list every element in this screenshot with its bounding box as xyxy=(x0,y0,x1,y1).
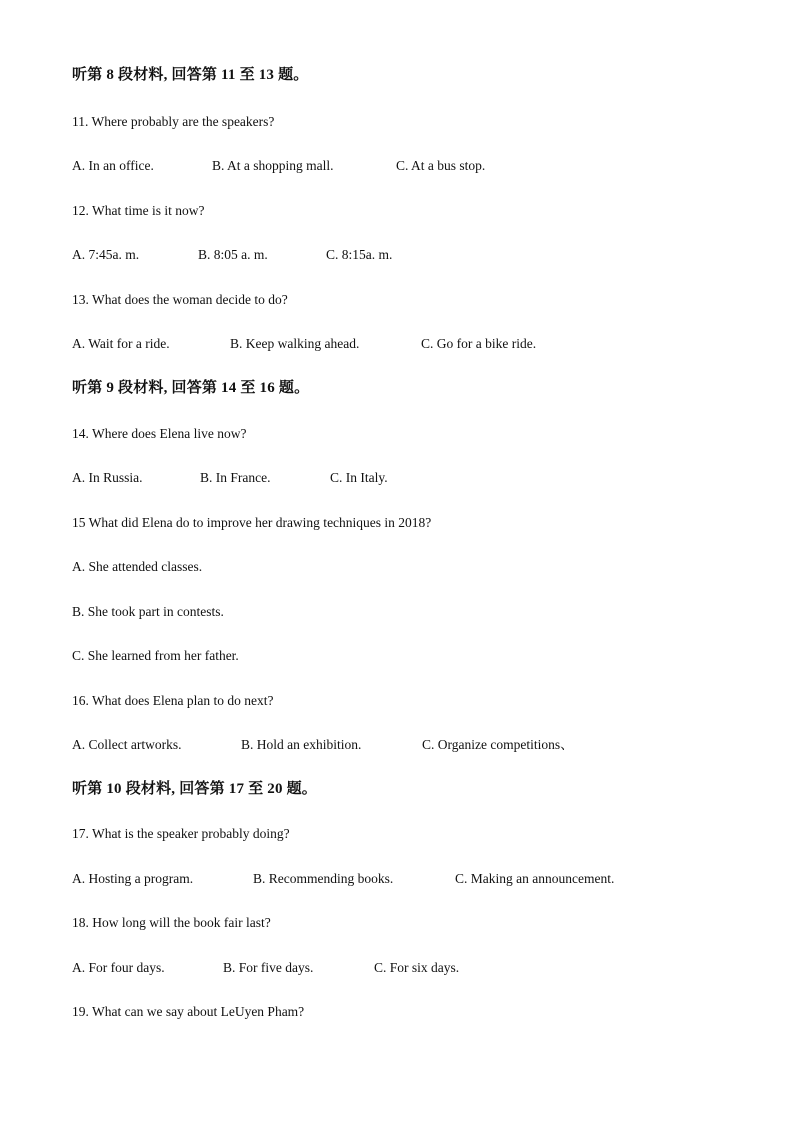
q14-option-c: C. In Italy. xyxy=(330,470,388,485)
q12-option-a: A. 7:45a. m. xyxy=(72,247,140,262)
q17-option-c: C. Making an announcement. xyxy=(455,871,615,886)
q11-option-a: A. In an office. xyxy=(72,158,154,173)
q18-option-c: C. For six days. xyxy=(374,960,460,975)
q11-option-c: C. At a bus stop. xyxy=(396,158,486,173)
q14-option-b: B. In France. xyxy=(200,470,271,485)
question-16-stem: 16. What does Elena plan to do next? xyxy=(72,693,274,708)
question-19-stem: 19. What can we say about LeUyen Pham? xyxy=(72,1004,305,1019)
question-11-stem: 11. Where probably are the speakers? xyxy=(72,114,275,129)
q13-option-b: B. Keep walking ahead. xyxy=(230,336,360,351)
q15-option-a: A. She attended classes. xyxy=(72,559,203,574)
question-15-stem: 15 What did Elena do to improve her drawing techniques in 2018? xyxy=(72,515,432,530)
q16-option-b: B. Hold an exhibition. xyxy=(241,737,362,752)
q18-option-b: B. For five days. xyxy=(223,960,314,975)
q17-option-a: A. Hosting a program. xyxy=(72,871,194,886)
question-13-stem: 13. What does the woman decide to do? xyxy=(72,292,288,307)
q18-option-a: A. For four days. xyxy=(72,960,165,975)
section-heading-10: 听第 10 段材料, 回答第 17 至 20 题。 xyxy=(72,781,318,797)
q14-option-a: A. In Russia. xyxy=(72,470,143,485)
q16-option-c: C. Organize competitions、 xyxy=(422,737,574,752)
question-17-stem: 17. What is the speaker probably doing? xyxy=(72,826,290,841)
section-heading-8: 听第 8 段材料, 回答第 11 至 13 题。 xyxy=(72,67,309,83)
q16-option-a: A. Collect artworks. xyxy=(72,737,182,752)
q13-option-c: C. Go for a bike ride. xyxy=(421,336,537,351)
q13-option-a: A. Wait for a ride. xyxy=(72,336,170,351)
question-12-stem: 12. What time is it now? xyxy=(72,203,205,218)
q12-option-c: C. 8:15a. m. xyxy=(326,247,393,262)
question-14-stem: 14. Where does Elena live now? xyxy=(72,426,247,441)
question-18-stem: 18. How long will the book fair last? xyxy=(72,915,271,930)
q11-option-b: B. At a shopping mall. xyxy=(212,158,334,173)
q15-option-b: B. She took part in contests. xyxy=(72,604,224,619)
q12-option-b: B. 8:05 a. m. xyxy=(198,247,268,262)
q17-option-b: B. Recommending books. xyxy=(253,871,394,886)
section-heading-9: 听第 9 段材料, 回答第 14 至 16 题。 xyxy=(72,380,310,396)
q15-option-c: C. She learned from her father. xyxy=(72,648,239,663)
